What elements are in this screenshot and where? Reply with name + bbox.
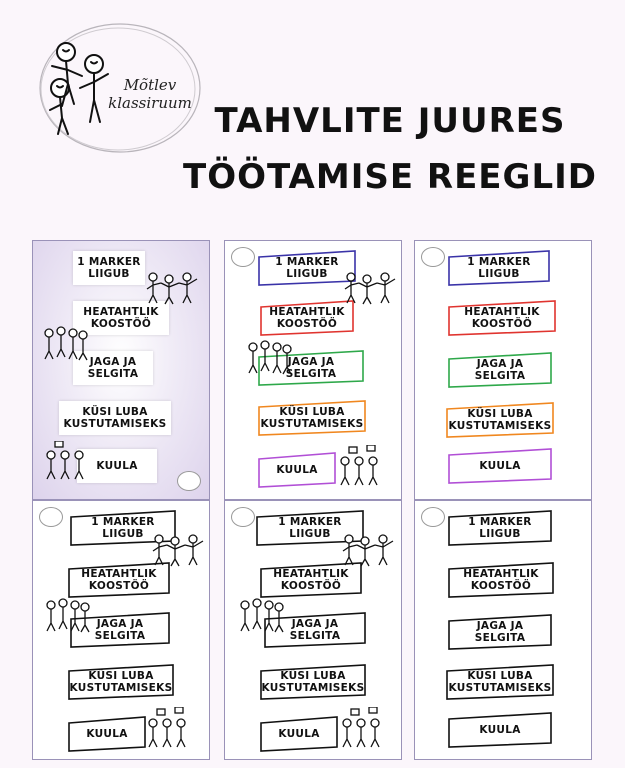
stick-figures-icon — [341, 269, 401, 305]
rule-line: LIIGUB — [478, 268, 520, 280]
rule-ask-permission — [259, 665, 367, 699]
rule-line: 1 MARKER — [278, 516, 342, 528]
rule-ask-permission — [59, 401, 171, 435]
rule-one-marker — [73, 251, 145, 285]
rule-listen — [447, 449, 553, 483]
rule-kind-cooperation — [447, 563, 555, 597]
rule-listen — [77, 449, 157, 483]
rule-ask-permission — [67, 665, 175, 699]
rule-kind-cooperation — [447, 301, 557, 335]
rule-line: LIIGUB — [88, 268, 130, 280]
rule-line: HEATAHTLIK — [83, 306, 159, 318]
rule-one-marker — [447, 251, 551, 285]
rule-ask-permission — [445, 403, 555, 437]
poster-black-figures-2 — [224, 500, 402, 760]
page-title-line1: TAHVLITE JUURES — [214, 101, 566, 141]
rule-line: 1 MARKER — [467, 256, 531, 268]
rule-line: KUULA — [479, 460, 521, 472]
rule-listen — [447, 713, 553, 747]
rule-line: KOOSTÖÖ — [90, 318, 152, 330]
rule-line: KOOSTÖÖ — [280, 580, 342, 592]
poster-logo-icon — [421, 247, 445, 267]
rule-line: JAGA JA — [287, 356, 335, 368]
stick-figures-icon — [143, 269, 203, 305]
rule-line: KÜSI LUBA — [279, 406, 345, 418]
rule-line: SELGITA — [474, 632, 526, 644]
stick-figures-icon — [149, 531, 209, 567]
rule-line: SELGITA — [87, 368, 139, 380]
page-title-line2: TÖÖTAMISE REEGLID — [183, 157, 597, 197]
rule-one-marker — [447, 511, 553, 545]
rule-line: KÜSI LUBA — [280, 670, 346, 682]
rule-listen — [257, 453, 337, 487]
rule-ask-permission — [445, 665, 555, 699]
poster-logo-icon — [39, 507, 63, 527]
rule-line: HEATAHTLIK — [269, 306, 345, 318]
rule-kind-cooperation — [259, 563, 363, 597]
rule-line: JAGA JA — [476, 358, 524, 370]
rule-kind-cooperation — [259, 301, 355, 335]
rule-line: KÜSI LUBA — [467, 670, 533, 682]
rule-line: KUSTUTAMISEKS — [448, 420, 552, 432]
rule-line: KUULA — [96, 460, 138, 472]
speaking-figures-icon — [143, 707, 191, 751]
rule-line: KUULA — [86, 728, 128, 740]
rule-line: KÜSI LUBA — [82, 406, 148, 418]
poster-colored-plain — [414, 240, 592, 500]
speaking-figures-icon — [41, 441, 85, 481]
rule-line: JAGA JA — [476, 620, 524, 632]
rule-line: KOOSTÖÖ — [470, 580, 532, 592]
rule-kind-cooperation — [67, 563, 171, 597]
rule-listen — [259, 717, 339, 751]
rule-line: KUULA — [479, 724, 521, 736]
rule-line: LIIGUB — [479, 528, 521, 540]
rule-line: KUSTUTAMISEKS — [448, 682, 552, 694]
rule-line: 1 MARKER — [77, 256, 141, 268]
rule-share-explain — [447, 615, 553, 649]
poster-colored-figures — [224, 240, 402, 500]
poster-black-figures — [32, 500, 210, 760]
rule-line: HEATAHTLIK — [464, 306, 540, 318]
speaking-figures-icon — [335, 445, 383, 489]
poster-logo-icon — [231, 247, 255, 267]
rule-listen — [67, 717, 147, 751]
rule-line: SELGITA — [474, 370, 526, 382]
rule-ask-permission — [257, 401, 367, 435]
rule-line: JAGA JA — [291, 618, 339, 630]
rule-line: JAGA JA — [89, 356, 137, 368]
rule-line: KUULA — [278, 728, 320, 740]
idea-figures-icon — [43, 597, 91, 633]
rule-line: SELGITA — [289, 630, 341, 642]
rule-line: KUULA — [276, 464, 318, 476]
idea-figures-icon — [237, 597, 285, 633]
rule-line: KOOSTÖÖ — [276, 318, 338, 330]
poster-logo-icon — [421, 507, 445, 527]
rule-line: LIIGUB — [289, 528, 331, 540]
logo-text-line1: Mõtlev — [123, 76, 177, 94]
rule-line: HEATAHTLIK — [463, 568, 539, 580]
rule-line: SELGITA — [94, 630, 146, 642]
rule-line: 1 MARKER — [275, 256, 339, 268]
stick-figures-icon — [339, 531, 399, 567]
rule-line: KUSTUTAMISEKS — [261, 682, 365, 694]
rule-line: 1 MARKER — [468, 516, 532, 528]
poster-logo-icon — [231, 507, 255, 527]
idea-figures-icon — [41, 325, 89, 361]
rule-line: KÜSI LUBA — [467, 408, 533, 420]
rule-line: 1 MARKER — [91, 516, 155, 528]
rule-line: HEATAHTLIK — [273, 568, 349, 580]
logo-text-line2: klassiruum — [108, 94, 192, 112]
rule-share-explain — [447, 353, 553, 387]
rule-line: KUSTUTAMISEKS — [63, 418, 167, 430]
rule-line: KOOSTÖÖ — [88, 580, 150, 592]
rule-line: KOOSTÖÖ — [471, 318, 533, 330]
rule-line: KUSTUTAMISEKS — [69, 682, 173, 694]
speaking-figures-icon — [337, 707, 385, 751]
poster-logo-icon — [177, 471, 201, 491]
rule-line: KÜSI LUBA — [88, 670, 154, 682]
rule-line: HEATAHTLIK — [81, 568, 157, 580]
rule-line: LIIGUB — [102, 528, 144, 540]
rule-line: JAGA JA — [96, 618, 144, 630]
rule-line: KUSTUTAMISEKS — [260, 418, 364, 430]
rule-line: SELGITA — [285, 368, 337, 380]
poster-watercolor — [32, 240, 210, 500]
rule-line: LIIGUB — [286, 268, 328, 280]
poster-black-plain — [414, 500, 592, 760]
